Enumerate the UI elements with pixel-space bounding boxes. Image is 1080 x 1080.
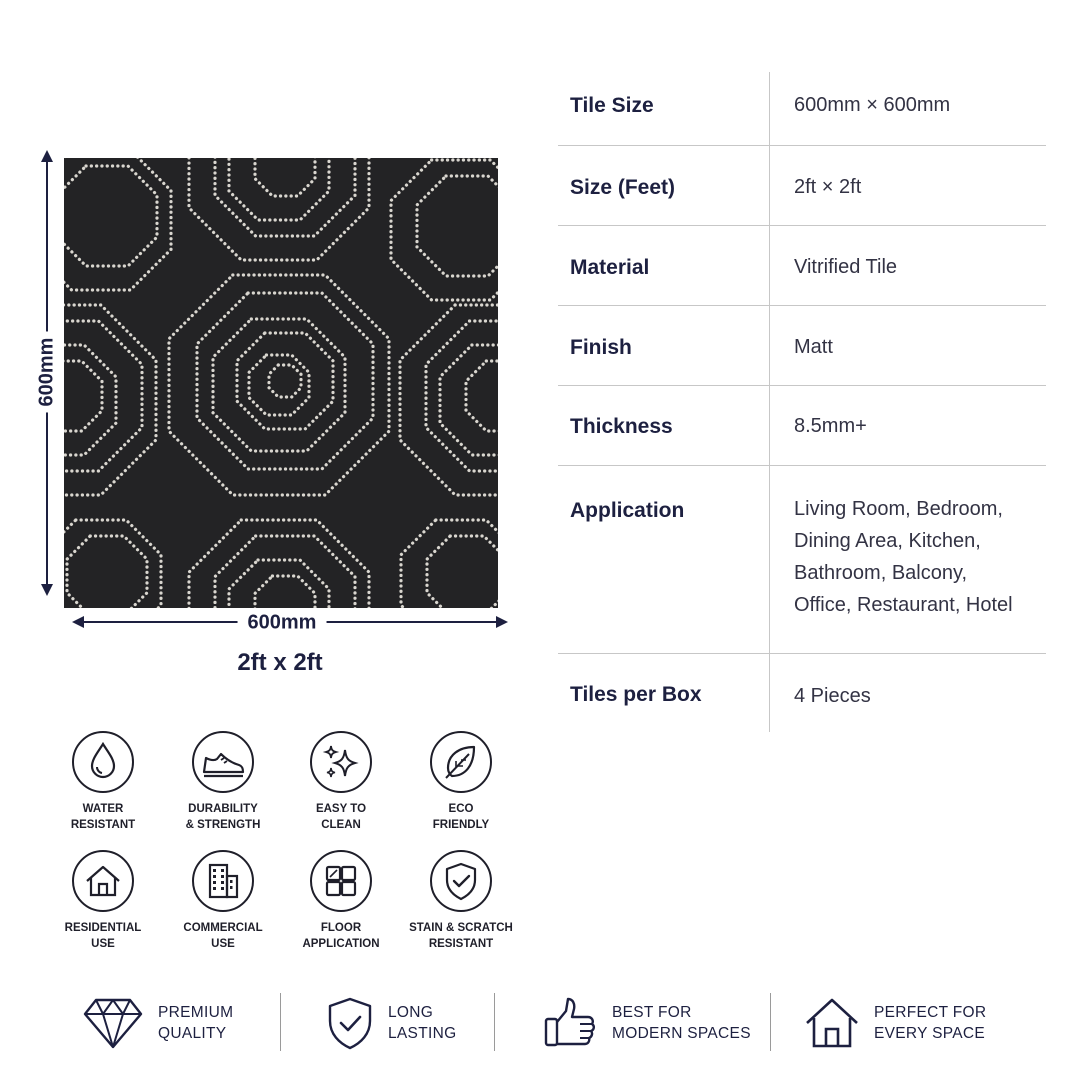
spec-row-tiles-per-box	[558, 654, 1046, 732]
spec-label: Tile Size	[570, 94, 654, 117]
spec-label: Finish	[570, 336, 632, 359]
spec-row-thickness	[558, 386, 1046, 466]
spec-value-line-3: Bathroom, Balcony,	[794, 562, 968, 584]
spec-value-line-4: Office, Restaurant, Hotel	[794, 594, 1013, 616]
badge-label: PERFECT FOR EVERY SPACE	[874, 1003, 987, 1042]
feature-label: RESIDENTIAL USE	[64, 922, 142, 950]
spec-label: Application	[570, 499, 685, 522]
spec-value: 4 Pieces	[794, 685, 871, 707]
spec-row-application	[558, 466, 1046, 654]
badge-long-lasting	[326, 985, 456, 1060]
water-drop-icon	[71, 730, 135, 794]
shield-check-icon	[429, 849, 493, 913]
house-icon	[804, 996, 860, 1050]
shield-check-icon	[326, 996, 374, 1050]
feature-label: STAIN & SCRATCH RESISTANT	[409, 922, 513, 950]
feature-label: FLOOR APPLICATION	[302, 922, 380, 950]
badge-strip	[70, 985, 1030, 1060]
tile-image	[64, 158, 498, 608]
thumbs-up-icon	[542, 995, 598, 1051]
feature-durability	[158, 730, 288, 833]
feature-label: DURABILITY & STRENGTH	[185, 803, 261, 831]
leaf-icon	[429, 730, 493, 794]
house-icon	[71, 849, 135, 913]
badge-modern-spaces	[542, 985, 751, 1060]
sparkle-icon	[309, 730, 373, 794]
width-label: 600mm	[238, 612, 327, 635]
spec-row-material	[558, 226, 1046, 306]
badge-divider	[770, 993, 771, 1051]
spec-label: Material	[570, 256, 650, 279]
spec-label: Thickness	[570, 415, 673, 438]
spec-label: Size (Feet)	[570, 176, 676, 199]
feature-commercial	[158, 849, 288, 952]
spec-value-line-2: Dining Area, Kitchen,	[794, 530, 981, 552]
feature-label: WATER RESISTANT	[70, 803, 136, 831]
feature-stain-scratch	[396, 849, 526, 952]
badge-divider	[494, 993, 495, 1051]
spec-value: 600mm × 600mm	[794, 94, 951, 116]
size-caption: 2ft x 2ft	[237, 649, 323, 676]
tile-pattern	[64, 158, 498, 608]
feature-easy-to-clean	[276, 730, 406, 833]
badge-every-space	[804, 985, 986, 1060]
badge-label: BEST FOR MODERN SPACES	[612, 1003, 751, 1042]
spec-row-size-feet	[558, 146, 1046, 226]
feature-floor-application	[276, 849, 406, 952]
height-label: 600mm	[36, 332, 59, 413]
spec-value: 8.5mm+	[794, 415, 867, 437]
badge-label: PREMIUM QUALITY	[158, 1003, 234, 1042]
feature-eco-friendly	[396, 730, 526, 833]
buildings-icon	[191, 849, 255, 913]
badge-divider	[280, 993, 281, 1051]
spec-value: Vitrified Tile	[794, 256, 898, 278]
spec-row-tile-size	[558, 72, 1046, 146]
feature-label: EASY TO CLEAN	[315, 803, 367, 831]
spec-value-line-1: Living Room, Bedroom,	[794, 498, 1003, 520]
feature-label: COMMERCIAL USE	[183, 922, 263, 950]
floor-grid-icon	[309, 849, 373, 913]
shoe-icon	[191, 730, 255, 794]
spec-value: Matt	[794, 336, 833, 358]
spec-value: 2ft × 2ft	[794, 176, 862, 198]
feature-water-resistant	[38, 730, 168, 833]
spec-label: Tiles per Box	[570, 683, 702, 706]
feature-residential	[38, 849, 168, 952]
feature-label: ECO FRIENDLY	[432, 803, 490, 831]
spec-row-finish	[558, 306, 1046, 386]
badge-label: LONG LASTING	[388, 1003, 457, 1042]
badge-premium-quality	[82, 985, 233, 1060]
diamond-icon	[82, 996, 144, 1050]
